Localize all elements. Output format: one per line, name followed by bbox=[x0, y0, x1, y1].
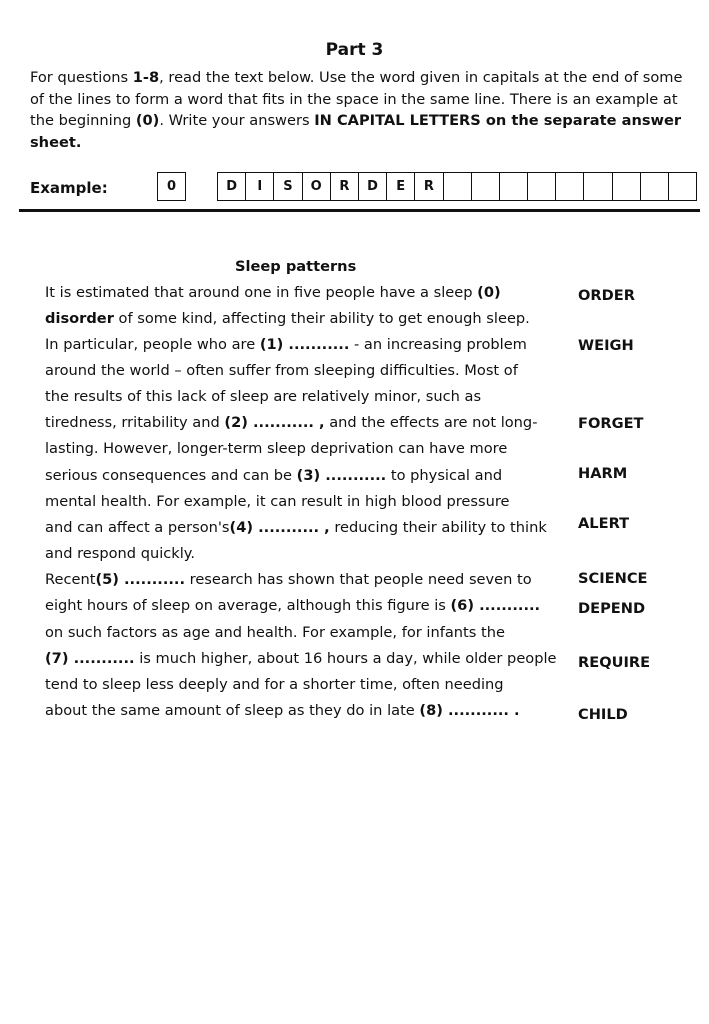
line-text: lasting. However, longer-term sleep deprivation can have more bbox=[45, 440, 508, 457]
example-letter-box: D bbox=[358, 172, 387, 201]
passage-line-9 bbox=[45, 493, 510, 510]
line-text: of some kind, affecting their ability to get enough sleep. bbox=[113, 310, 530, 327]
gap-8: (8) ........... . bbox=[419, 702, 520, 719]
gap-0: (0) bbox=[477, 284, 501, 301]
example-answer-word: disorder bbox=[45, 310, 114, 327]
line-text: tiredness, rritability and bbox=[45, 414, 225, 431]
keyword-science: SCIENCE bbox=[578, 570, 648, 587]
example-answer-boxes bbox=[217, 172, 696, 201]
instructions-text-3: . Write your answers bbox=[159, 112, 315, 129]
gap-6: (6) ........... bbox=[450, 597, 541, 614]
keyword-depend: DEPEND bbox=[578, 600, 646, 617]
gap-3: (3) ........... bbox=[296, 467, 387, 484]
passage-line-7 bbox=[45, 440, 507, 457]
example-letter-box bbox=[443, 172, 472, 201]
line-text: about the same amount of sleep as they do in late bbox=[45, 702, 420, 719]
line-text: mental health. For example, it can result in high blood pressure bbox=[45, 493, 510, 510]
line-text: In particular, people who are bbox=[45, 336, 260, 353]
example-letter-box bbox=[527, 172, 556, 201]
passage-line-8 bbox=[45, 467, 502, 484]
keyword-child: CHILD bbox=[578, 706, 628, 723]
passage-line-12 bbox=[45, 571, 532, 588]
example-reference: (0) bbox=[135, 112, 160, 129]
gap-4: (4) ........... , bbox=[229, 519, 330, 536]
keyword-alert: ALERT bbox=[578, 515, 630, 532]
passage-line-2 bbox=[45, 310, 530, 327]
line-text: the results of this lack of sleep are relatively minor, such as bbox=[45, 388, 482, 405]
example-letter-box: E bbox=[386, 172, 415, 201]
example-letter-box: R bbox=[330, 172, 359, 201]
gap-2: (2) ........... , bbox=[224, 414, 325, 431]
example-letter-box bbox=[640, 172, 669, 201]
example-label: Example: bbox=[30, 179, 108, 197]
example-letter-box bbox=[499, 172, 528, 201]
example-letter-box bbox=[668, 172, 697, 201]
keyword-require: REQUIRE bbox=[578, 654, 651, 671]
example-letter-box bbox=[583, 172, 612, 201]
instructions-text-1: For questions bbox=[30, 69, 133, 86]
instructions-emphasis: IN CAPITAL LETTERS on the separate answer sheet. bbox=[30, 112, 682, 151]
passage-line-13 bbox=[45, 597, 540, 614]
example-letter-box: I bbox=[245, 172, 274, 201]
question-range: 1-8 bbox=[132, 69, 160, 86]
passage-line-6 bbox=[45, 414, 537, 431]
passage-line-15 bbox=[45, 650, 557, 667]
instructions-text-2: , read the text below. Use the word given in capitals at the end of some of the lines to form a word that fits in the space in the same line. There is an example at the beginning bbox=[30, 69, 683, 129]
line-text: and respond quickly. bbox=[45, 545, 195, 562]
passage-line-16 bbox=[45, 676, 504, 693]
passage-line-3 bbox=[45, 336, 527, 353]
example-letter-box: S bbox=[273, 172, 302, 201]
gap-1: (1) ........... bbox=[259, 336, 350, 353]
line-text: tend to sleep less deeply and for a shorter time, often needing bbox=[45, 676, 504, 693]
instructions bbox=[30, 67, 690, 153]
example-letter-box: D bbox=[217, 172, 246, 201]
keyword-order: ORDER bbox=[578, 287, 635, 304]
passage-title: Sleep patterns bbox=[235, 258, 357, 275]
divider-rule bbox=[19, 209, 700, 212]
example-letter-box bbox=[471, 172, 500, 201]
passage-line-1 bbox=[45, 284, 501, 301]
line-text: - an increasing problem bbox=[349, 336, 527, 353]
line-text: on such factors as age and health. For example, for infants the bbox=[45, 624, 505, 641]
part-title: Part 3 bbox=[325, 40, 384, 60]
passage-line-17 bbox=[45, 702, 520, 719]
line-text: to physical and bbox=[386, 467, 503, 484]
line-text: is much higher, about 16 hours a day, while older people bbox=[134, 650, 557, 667]
line-text: It is estimated that around one in five people have a sleep bbox=[45, 284, 478, 301]
keyword-harm: HARM bbox=[578, 465, 628, 482]
passage-line-10 bbox=[45, 519, 547, 536]
gap-5: (5) ........... bbox=[95, 571, 185, 588]
line-text: Recent bbox=[45, 571, 96, 588]
passage-line-4 bbox=[45, 362, 518, 379]
line-text: research has shown that people need seven to bbox=[185, 571, 532, 588]
example-letter-box: O bbox=[302, 172, 331, 201]
example-letter-box bbox=[555, 172, 584, 201]
keyword-weigh: WEIGH bbox=[578, 337, 634, 354]
passage-line-5 bbox=[45, 388, 481, 405]
line-text: around the world – often suffer from sleeping difficulties. Most of bbox=[45, 362, 518, 379]
example-letter-box: R bbox=[414, 172, 443, 201]
line-text: and can affect a person's bbox=[45, 519, 230, 536]
line-text: reducing their ability to think bbox=[329, 519, 547, 536]
line-text: and the effects are not long- bbox=[324, 414, 538, 431]
example-letter-box bbox=[612, 172, 641, 201]
example-number-box: 0 bbox=[157, 172, 186, 201]
line-text: eight hours of sleep on average, although this figure is bbox=[45, 597, 451, 614]
line-text: serious consequences and can be bbox=[45, 467, 297, 484]
passage-line-11 bbox=[45, 545, 195, 562]
passage-line-14 bbox=[45, 624, 505, 641]
keyword-forget: FORGET bbox=[578, 415, 644, 432]
gap-7: (7) ........... bbox=[45, 650, 135, 667]
